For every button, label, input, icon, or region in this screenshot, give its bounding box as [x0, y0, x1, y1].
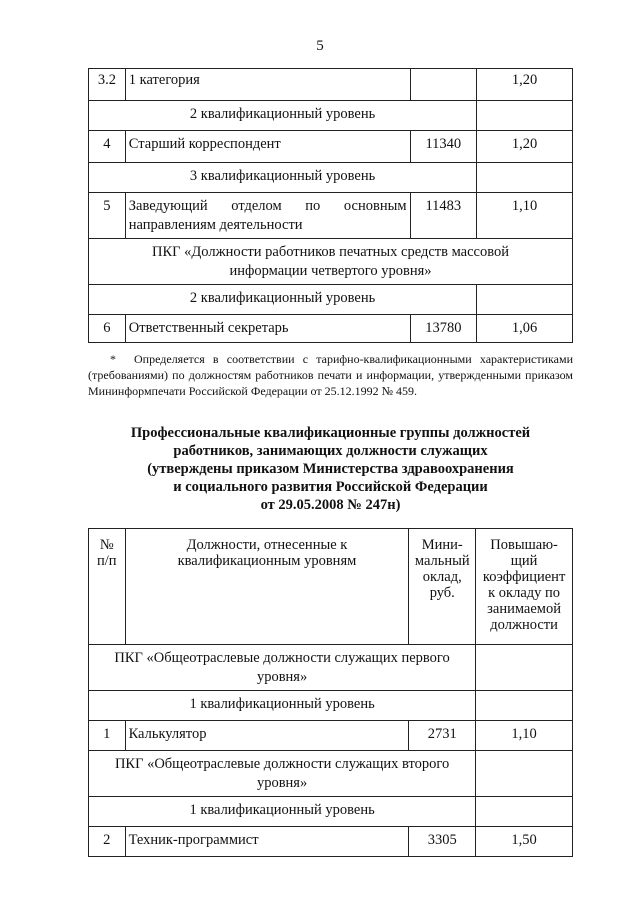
header-text: Должности, отнесенные к	[186, 537, 348, 553]
header-salary	[409, 529, 476, 645]
salary-table-press	[88, 68, 573, 343]
header-text: занимаемой	[487, 601, 561, 617]
qualification-level: 2 квалификационный уровень	[89, 285, 477, 315]
empty-cell	[476, 645, 573, 691]
footnote	[88, 351, 573, 399]
qualification-level: 1 квалификационный уровень	[89, 797, 476, 827]
row-number: 5	[89, 193, 126, 239]
header-text: п/п	[97, 553, 117, 569]
page-number: 5	[316, 38, 324, 54]
coefficient-cell: 1,20	[477, 69, 573, 101]
row-number: 3.2	[89, 69, 126, 101]
table-row-level	[89, 285, 573, 315]
row-number: 4	[89, 131, 126, 163]
salary-cell: 3305	[409, 827, 476, 857]
qualification-level: 2 квалификационный уровень	[89, 101, 477, 131]
table-row	[89, 315, 573, 343]
table-row-group	[89, 645, 573, 691]
header-text: квалификационным уровням	[177, 553, 357, 569]
row-number: 2	[89, 827, 126, 857]
footnote-marker: *	[110, 352, 116, 366]
salary-cell: 11340	[410, 131, 477, 163]
professional-group	[89, 239, 573, 285]
table-row	[89, 721, 573, 751]
header-text: Повышаю-	[490, 537, 558, 553]
position-name: Техник-программист	[125, 827, 409, 857]
footnote-text: Определяется в соответствии с тарифно-квалификационными характеристиками (требованиями) по должностям работников печати и информации, утвержденными приказом Мининформпечати Российской Федерации от 25.12.1992 № 459.	[88, 352, 573, 398]
table-row-level	[89, 691, 573, 721]
row-number: 1	[89, 721, 126, 751]
table-row	[89, 131, 573, 163]
table-row	[89, 69, 573, 101]
table-row-level	[89, 101, 573, 131]
heading-line: работников, занимающих должности служащих	[173, 443, 488, 459]
salary-cell: 13780	[410, 315, 477, 343]
salary-cell	[410, 69, 477, 101]
salary-cell: 11483	[410, 193, 477, 239]
empty-cell	[476, 797, 573, 827]
position-name: Калькулятор	[125, 721, 409, 751]
coefficient-cell: 1,20	[477, 131, 573, 163]
group-line: ПКГ «Должности работников печатных средств массовой	[152, 244, 509, 260]
heading-line: (утверждены приказом Министерства здравоохранения	[147, 461, 514, 477]
professional-group	[89, 645, 476, 691]
professional-group	[89, 751, 476, 797]
header-number	[89, 529, 126, 645]
table-row-group	[89, 239, 573, 285]
header-text: Мини-	[421, 537, 463, 553]
heading-line: и социального развития Российской Федерации	[173, 479, 488, 495]
header-position	[125, 529, 409, 645]
empty-cell	[476, 691, 573, 721]
position-name: Ответственный секретарь	[125, 315, 410, 343]
header-text: к окладу по	[488, 585, 561, 601]
position-name: 1 категория	[125, 69, 410, 101]
section-heading	[88, 424, 573, 514]
table-row-group	[89, 751, 573, 797]
table-row	[89, 193, 573, 239]
coefficient-cell: 1,10	[476, 721, 573, 751]
qualification-level: 3 квалификационный уровень	[89, 163, 477, 193]
group-line: ПКГ «Общеотраслевые должности служащих второго	[114, 756, 450, 772]
position-name-line: Заведующий отделом по основным	[128, 198, 407, 214]
position-name: Старший корреспондент	[125, 131, 410, 163]
coefficient-cell: 1,50	[476, 827, 573, 857]
position-name-line: направлениям деятельности	[128, 217, 303, 233]
salary-cell: 2731	[409, 721, 476, 751]
group-line: уровня»	[256, 669, 308, 685]
header-text: мальный	[414, 553, 470, 569]
table-header-row	[89, 529, 573, 645]
table-row-level	[89, 163, 573, 193]
empty-cell	[477, 163, 573, 193]
header-text: №	[99, 537, 114, 553]
table-row-level	[89, 797, 573, 827]
header-text: должности	[490, 617, 558, 633]
header-text: коэффициент	[482, 569, 566, 585]
group-line: уровня»	[256, 775, 308, 791]
empty-cell	[477, 101, 573, 131]
header-coefficient	[476, 529, 573, 645]
header-text: оклад,	[422, 569, 462, 585]
position-name	[125, 193, 410, 239]
table-row	[89, 827, 573, 857]
coefficient-cell: 1,10	[477, 193, 573, 239]
heading-line: от 29.05.2008 № 247н)	[260, 497, 401, 513]
group-line: ПКГ «Общеотраслевые должности служащих первого	[114, 650, 450, 666]
salary-table-general	[88, 528, 573, 857]
group-line: информации четвертого уровня»	[229, 263, 432, 279]
heading-line: Профессиональные квалификационные группы должностей	[130, 425, 531, 441]
header-text: щий	[510, 553, 538, 569]
empty-cell	[476, 751, 573, 797]
coefficient-cell: 1,06	[477, 315, 573, 343]
header-text: руб.	[429, 585, 455, 601]
empty-cell	[477, 285, 573, 315]
qualification-level: 1 квалификационный уровень	[89, 691, 476, 721]
row-number: 6	[89, 315, 126, 343]
